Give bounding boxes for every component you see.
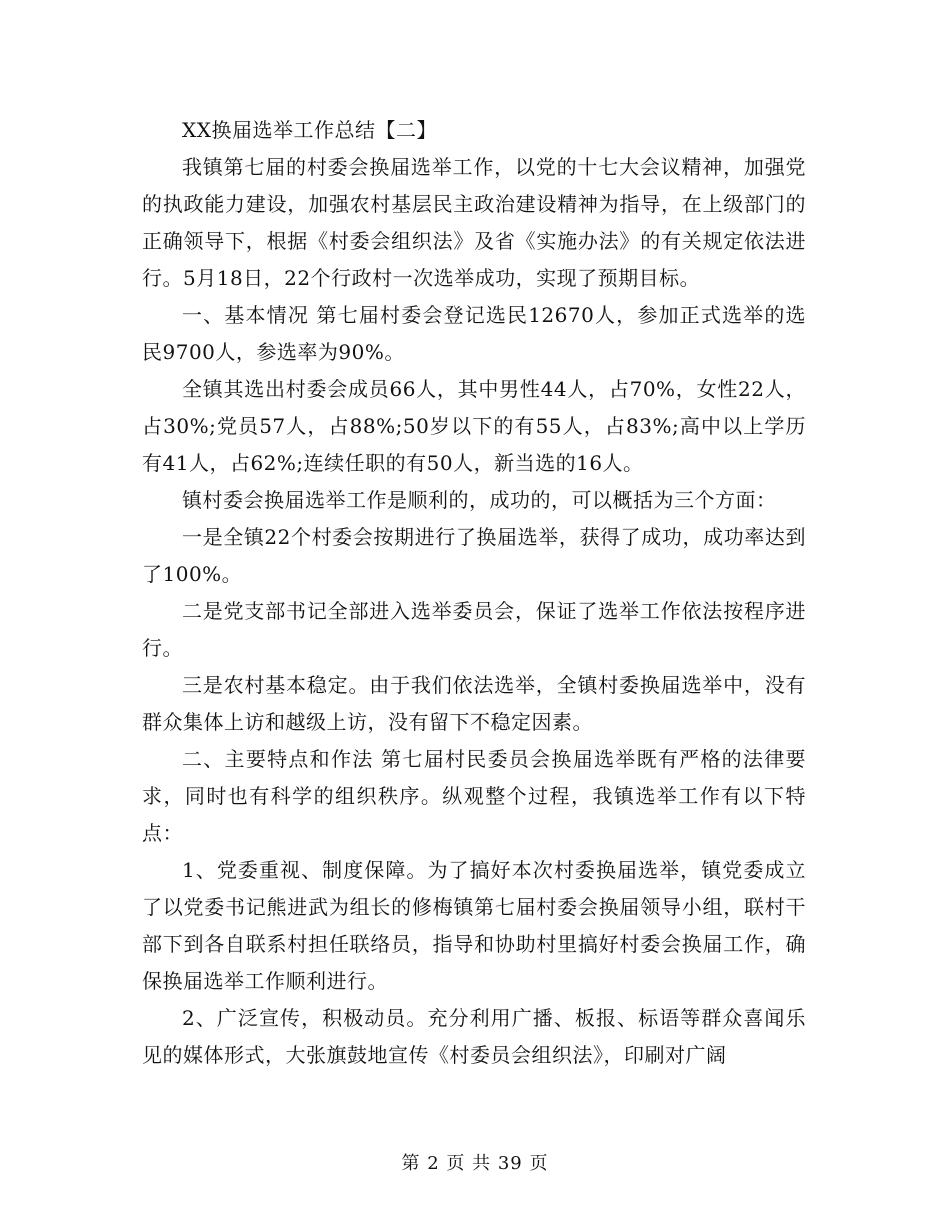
page-number-footer: 第 2 页 共 39 页 — [401, 1153, 549, 1174]
paragraph-main-features: 二、主要特点和作法 第七届村民委员会换届选举既有严格的法律要求，同时也有科学的组织秩序。纵观整个过程，我镇选举工作有以下特点： — [142, 747, 806, 845]
paragraph-feature-one: 1、党委重视、制度保障。为了搞好本次村委换届选举，镇党委成立了以党委书记熊进武为组长的修梅镇第七届村委会换届领导小组，联村干部下到各自联系村担任联络员，指导和协助村里搞好村委会换届工作，确保换届选举工作顺利进行。 — [142, 858, 806, 993]
paragraph-point-three: 三是农村基本稳定。由于我们依法选举，全镇村委换届选举中，没有群众集体上访和越级上访，没有留下不稳定因素。 — [142, 673, 806, 734]
document-body — [142, 112, 806, 1074]
paragraph-feature-two: 2、广泛宣传，积极动员。充分利用广播、板报、标语等群众喜闻乐见的媒体形式，大张旗鼓地宣传《村委员会组织法》，印刷对广阔 — [142, 1006, 806, 1067]
paragraph-point-two: 二是党支部书记全部进入选举委员会，保证了选举工作依法按程序进行。 — [142, 599, 806, 660]
paragraph-intro: 我镇第七届的村委会换届选举工作，以党的十七大会议精神，加强党的执政能力建设，加强农村基层民主政治建设精神为指导，在上级部门的正确领导下，根据《村委会组织法》及省《实施办法》的有关规定依法进行。5月18日，22个行政村一次选举成功，实现了预期目标。 — [142, 155, 806, 290]
paragraph-summary: 镇村委会换届选举工作是顺利的，成功的，可以概括为三个方面： — [182, 488, 777, 512]
paragraph-members-stats: 全镇其选出村委会成员66人，其中男性44人，占70%，女性22人，占30%;党员57人，占88%;50岁以下的有55人，占83%;高中以上学历有41人，占62%;连续任职的有50人，新当选的16人。 — [142, 377, 806, 475]
document-title: XX换届选举工作总结【二】 — [182, 118, 437, 142]
paragraph-point-one: 一是全镇22个村委会按期进行了换届选举，获得了成功，成功率达到了100%。 — [142, 525, 806, 586]
paragraph-basic-situation: 一、基本情况 第七届村委会登记选民12670人，参加正式选举的选民9700人，参选率为90%。 — [142, 303, 806, 364]
